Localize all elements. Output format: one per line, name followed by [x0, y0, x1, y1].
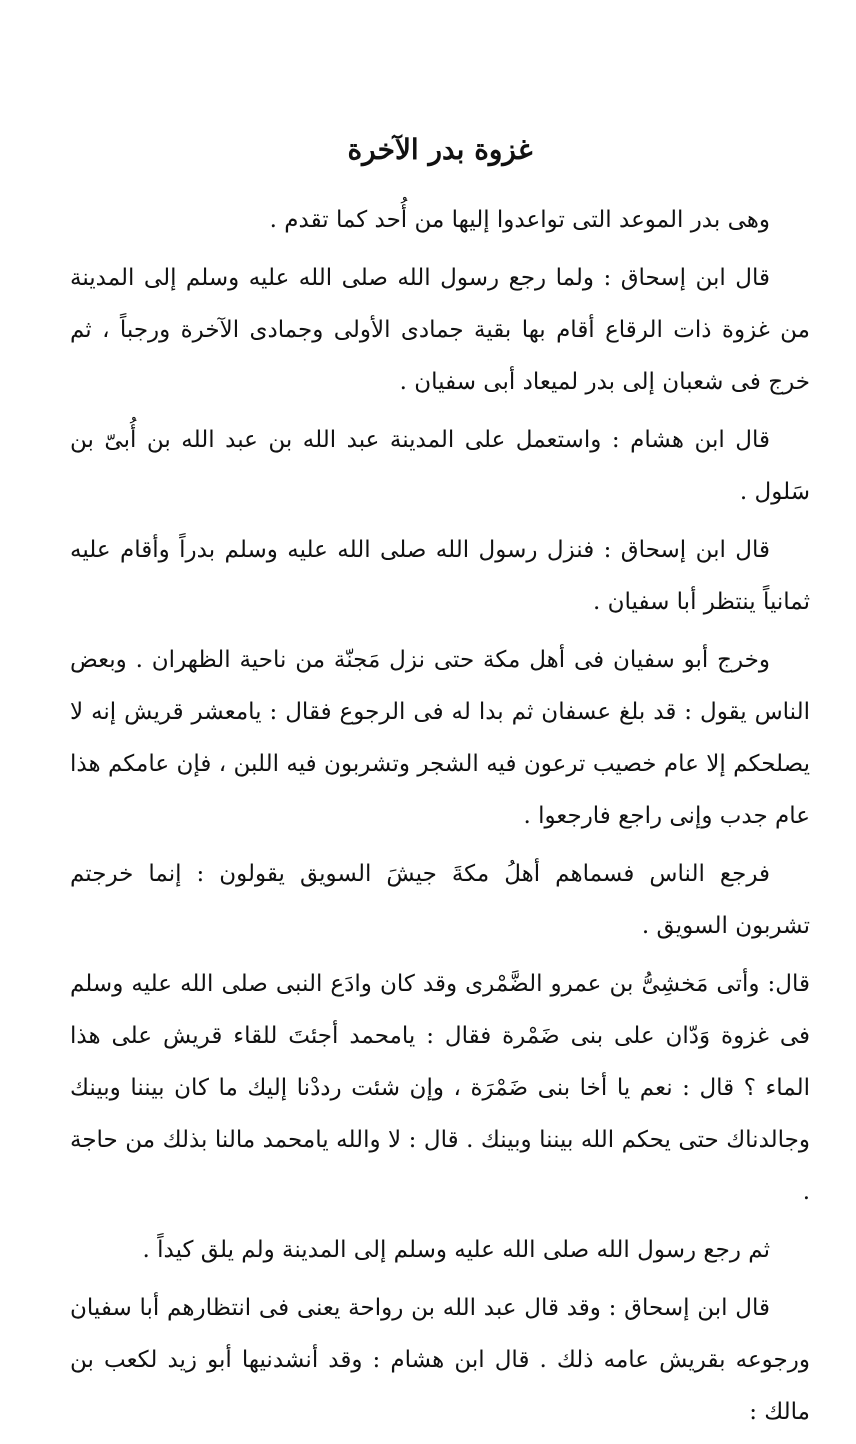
page-title: غزوة بدر الآخرة — [347, 133, 533, 166]
paragraph-ibn-ishaq-1: قال ابن إسحاق : ولما رجع رسول الله صلى الله عليه وسلم إلى المدينة من غزوة ذات الرقاع أقام بها بقية جمادى الأولى وجمادى الآخرة ورجباً ، ثم خرج فى شعبان إلى بدر لميعاد أبى سفيان . — [70, 265, 810, 395]
paragraph-ibn-ishaq-2: قال ابن إسحاق : فنزل رسول الله صلى الله عليه وسلم بدراً وأقام عليه ثمانياً ينتظر أبا سفيان . — [70, 537, 810, 615]
paragraph-makhshi: قال: وأتى مَخشِىُّ بن عمرو الضَّمْرى وقد كان وادَع النبى صلى الله عليه وسلم فى غزوة وَدّان على بنى ضَمْرة فقال : يامحمد أجئتَ للقاء قريش على هذا الماء ؟ قال : نعم يا أخا بنى ضَمْرَة ، وإن شئت رددْنا إليك ما كان بيننا وبينك وجالدناك حتى يحكم الله بيننا وبينك . قال : لا والله يامحمد مالنا بذلك من حاجة . — [70, 971, 810, 1205]
paragraph-return: ثم رجع رسول الله صلى الله عليه وسلم إلى المدينة ولم يلق كيداً . — [142, 1237, 770, 1263]
paragraph-sawiq: فرجع الناس فسماهم أهلُ مكةَ جيشَ السويق يقولون : إنما خرجتم تشربون السويق . — [70, 861, 810, 939]
paragraph-ibn-ishaq-3: قال ابن إسحاق : وقد قال عبد الله بن رواحة يعنى فى انتظارهم أبا سفيان ورجوعه بقريش عامه ذلك . قال ابن هشام : وقد أنشدنيها أبو زيد لكعب بن مالك : — [70, 1295, 810, 1425]
paragraph-abu-sufyan: وخرج أبو سفيان فى أهل مكة حتى نزل مَجنّة من ناحية الظهران . وبعض الناس يقول : قد بلغ عسفان ثم بدا له فى الرجوع فقال : يامعشر قريش إنه لا يصلحكم إلا عام خصيب ترعون فيه الشجر وتشربون فيه اللبن ، فإن عامكم هذا عام جدب وإنى راجع فارجعوا . — [70, 647, 810, 829]
page-body — [70, 130, 810, 1444]
paragraph-intro: وهى بدر الموعد التى تواعدوا إليها من أُحد كما تقدم . — [269, 207, 770, 233]
paragraph-ibn-hisham-1: قال ابن هشام : واستعمل على المدينة عبد الله بن عبد الله بن أُبىّ بن سَلول . — [70, 427, 810, 505]
